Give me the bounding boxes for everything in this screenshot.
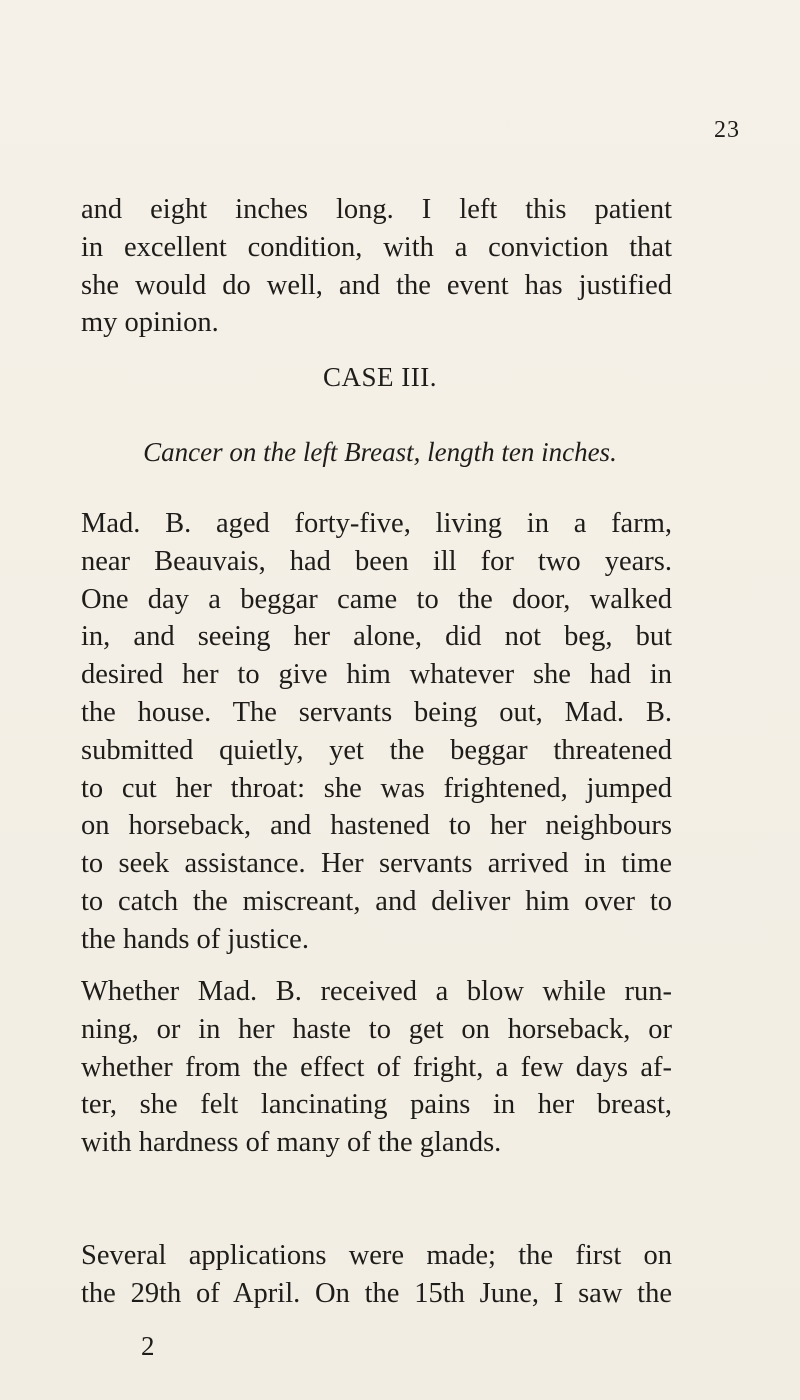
text-line: my opinion.	[81, 307, 219, 339]
text-line: desired her to give him whatever she had in	[81, 659, 672, 691]
text-line: on horseback, and hastened to her neighbours	[81, 810, 672, 842]
text-line: in, and seeing her alone, did not beg, but	[81, 621, 672, 653]
paragraph-1	[81, 191, 672, 342]
text-line: with hardness of many of the glands.	[81, 1127, 502, 1159]
text-line: and eight inches long. I left this patient	[81, 194, 672, 225]
case-heading: CASE III.	[323, 362, 437, 392]
text-line: Mad. B. aged forty-five, living in a farm,	[81, 508, 672, 539]
text-line: One day a beggar came to the door, walked	[81, 583, 672, 615]
text-line: to catch the miscreant, and deliver him over to	[81, 885, 672, 917]
paragraph-4	[81, 1237, 672, 1313]
text-line: she would do well, and the event has justified	[81, 269, 672, 301]
text-line: whether from the effect of fright, a few days af-	[81, 1051, 672, 1083]
text-line: Several applications were made; the first on	[81, 1240, 672, 1271]
paragraph-2	[81, 505, 672, 959]
text-line: the house. The servants being out, Mad. B.	[81, 696, 672, 728]
paragraph-3	[81, 973, 672, 1162]
page-number: 23	[714, 117, 740, 143]
text-line: ning, or in her haste to get on horseback, or	[81, 1013, 672, 1045]
text-line: to cut her throat: she was frightened, jumped	[81, 772, 672, 804]
text-line: to seek assistance. Her servants arrived in time	[81, 848, 672, 880]
text-line: the hands of justice.	[81, 923, 309, 955]
case-subtitle: Cancer on the left Breast, length ten inches.	[143, 437, 617, 467]
text-line: the 29th of April. On the 15th June, I saw the	[81, 1277, 672, 1309]
text-line: submitted quietly, yet the beggar threatened	[81, 734, 672, 766]
text-line: in excellent condition, with a conviction that	[81, 231, 672, 263]
text-line: ter, she felt lancinating pains in her breast,	[81, 1089, 672, 1121]
signature-mark: 2	[141, 1331, 155, 1361]
text-line: near Beauvais, had been ill for two years.	[81, 545, 672, 577]
text-line: Whether Mad. B. received a blow while run-	[81, 976, 672, 1007]
